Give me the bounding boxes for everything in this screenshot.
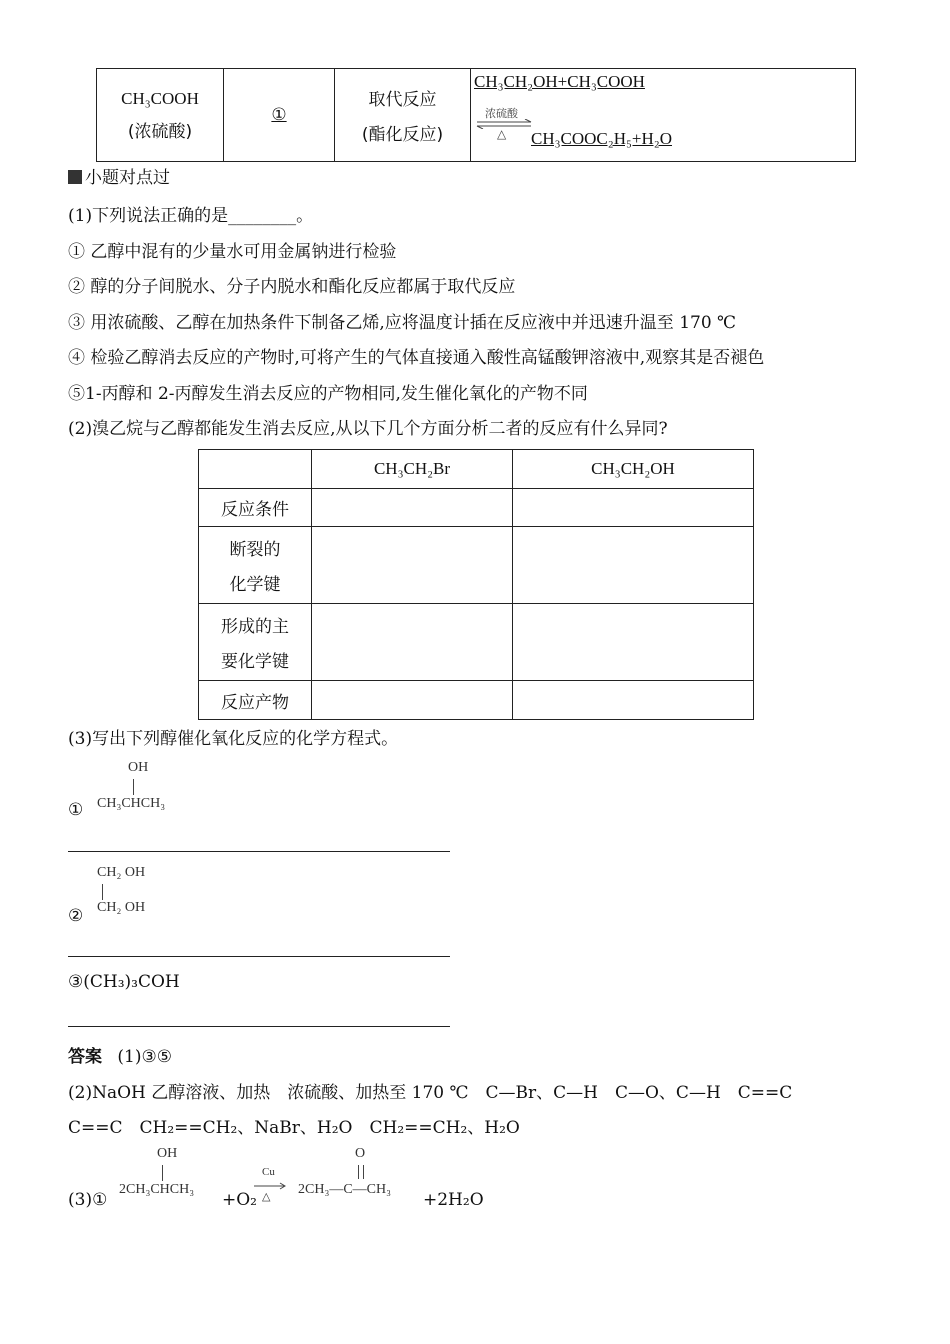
reaction-type-cell (335, 69, 471, 162)
q3-stem: (3)写出下列醇催化氧化反应的化学方程式。 (68, 729, 399, 749)
reaction-arrow-icon (253, 1182, 287, 1190)
reagent-cell (97, 69, 224, 162)
condition-bottom: △ (497, 127, 507, 141)
q1-option-3: ③ 用浓硫酸、乙醇在加热条件下制备乙烯,应将温度计插在反应液中并迅速升温至 170 ℃ (68, 313, 737, 333)
q1-option-4: ④ 检验乙醇消去反应的产物时,可将产生的气体直接通入酸性高锰酸钾溶液中,观察其是否褪色 (68, 348, 765, 368)
q2-cell (513, 527, 754, 604)
q2-cell (312, 489, 513, 527)
answer-3-water: +2H₂O (423, 1190, 484, 1210)
reaction-type: 取代反应 (368, 90, 437, 110)
answer-2-line2: C==C CH₂==CH₂、NaBr、H₂O CH₂==CH₂、H₂O (68, 1118, 520, 1138)
equation-cell (471, 69, 856, 162)
q2-row2-label-line2: 化学键 (229, 575, 281, 595)
q3-item1-number: ① (68, 800, 84, 820)
bond-number: ① (271, 105, 287, 125)
answer-3-double-bond (358, 1165, 364, 1179)
bond-cell (224, 69, 335, 162)
q2-cell (513, 604, 754, 681)
q2-cell (513, 681, 754, 720)
q3-item1-answer-line (68, 851, 450, 852)
q2-cell (312, 681, 513, 720)
q2-row2-label-line1: 断裂的 (229, 540, 281, 560)
q3-item2-number: ② (68, 906, 84, 926)
reaction-type-note: (酯化反应) (361, 125, 444, 145)
q3-item3-answer-line (68, 1026, 450, 1027)
q2-table (198, 449, 754, 720)
q1-stem: (1)下列说法正确的是________。 (68, 206, 314, 226)
q3-item1-chain: CH₃CHCH₃ (97, 796, 166, 811)
section-title (68, 163, 170, 188)
q2-cell (312, 527, 513, 604)
q2-row-label (199, 681, 312, 720)
q1-option-5: ⑤1-丙醇和 2-丙醇发生消去反应的产物相同,发生催化氧化的产物不同 (68, 384, 588, 404)
section-marker-icon (68, 170, 82, 184)
q2-row-label (199, 604, 312, 681)
q2-stem: (2)溴乙烷与乙醇都能发生消去反应,从以下几个方面分析二者的反应有什么异同? (68, 419, 668, 439)
answer-3-o2: +O₂ (222, 1190, 257, 1210)
q3-item1-oh: OH (128, 760, 149, 775)
q3-item2-answer-line (68, 956, 450, 957)
q2-header-col1: CH₃CH₂Br (312, 450, 513, 489)
answer-3-oh: OH (157, 1146, 178, 1161)
q2-row3-label-line2: 要化学键 (221, 652, 289, 672)
q2-row3-label-line1: 形成的主 (221, 617, 289, 637)
q2-row-label (199, 527, 312, 604)
answer-3-carbonyl-o: O (355, 1146, 366, 1161)
q3-item2-top: CH₂ OH (97, 865, 146, 880)
q2-header-col2: CH₃CH₂OH (513, 450, 754, 489)
q2-cell (312, 604, 513, 681)
answer-1: (1)③⑤ (117, 1047, 172, 1067)
answer-3-prefix: (3)① (68, 1190, 108, 1210)
answer-3-catalyst: Cu (262, 1166, 275, 1178)
answer-3-oh-bond (162, 1165, 163, 1181)
answer-label: 答案 (68, 1047, 102, 1067)
equation-products: CH₃COOC₂H₅+H₂O (531, 129, 672, 148)
answer-3-reactant: 2CH₃CHCH₃ (119, 1182, 195, 1197)
q1-option-2: ② 醇的分子间脱水、分子内脱水和酯化反应都属于取代反应 (68, 277, 516, 297)
q3-item2-bond (102, 884, 103, 900)
answer-3-heat: △ (262, 1191, 271, 1203)
top-table (96, 68, 856, 162)
condition-top: 浓硫酸 (485, 107, 518, 120)
q2-header-empty (199, 450, 312, 489)
q2-row1-label: 反应条件 (221, 500, 289, 520)
q2-row4-label: 反应产物 (221, 692, 289, 713)
equation-reactants: CH₃CH₂OH+CH₃COOH (474, 72, 645, 91)
answer-2-line1: (2)NaOH 乙醇溶液、加热 浓硫酸、加热至 170 ℃ C—Br、C—H C—O、C—H C==C (68, 1083, 793, 1103)
reagent-note: (浓硫酸) (127, 121, 193, 142)
q2-cell (513, 489, 754, 527)
q1-option-1: ① 乙醇中混有的少量水可用金属钠进行检验 (68, 242, 397, 262)
q3-item2-bottom: CH₂ OH (97, 900, 146, 915)
section-title-text: 小题对点过 (85, 168, 170, 188)
answer-line1 (68, 1042, 172, 1067)
q3-item1-bond (133, 779, 134, 795)
q2-row-label (199, 489, 312, 527)
answer-3-product: 2CH₃—C—CH₃ (298, 1182, 391, 1197)
reagent: CH₃COOH (121, 88, 199, 108)
q3-item3: ③(CH₃)₃COH (68, 972, 180, 992)
